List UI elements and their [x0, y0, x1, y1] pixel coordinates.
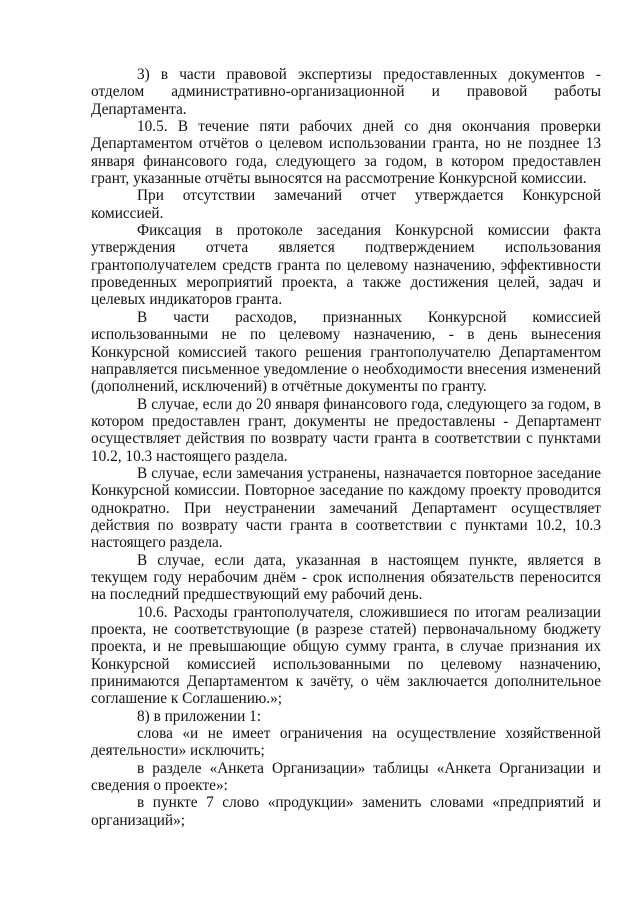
paragraph-non-target-expenses: В части расходов, признанных Конкурсной комиссией использованными не по целевому назначению, - в день вынесения Конкурсной комиссией такого решения грантополучателю Департаментом направляется письменное уведомление о необходимости внесения изменений (дополнений, исключений) в отчётные документы по гранту. [91, 308, 601, 396]
paragraph-item-7-replacement: в пункте 7 слово «продукции» заменить словами «предприятий и организаций»; [91, 794, 601, 829]
paragraph-section-anketa: в разделе «Анкета Организации» таблицы «Анкета Организации и сведения о проекте»: [91, 759, 601, 795]
paragraph-repeat-meeting: В случае, если замечания устранены, назначается повторное заседание Конкурсной комиссии. Повторное заседание по каждому проекту проводится однократно. При неустранении замечаний Департамент осуществляет действия по возврату части гранта в соответствии с пунктами 10.2, 10.3 настоящего раздела. [91, 464, 601, 552]
paragraph-report-approval: При отсутствии замечаний отчет утверждается Конкурсной комиссией. [91, 187, 601, 222]
paragraph-10-5: 10.5. В течение пяти рабочих дней со дня окончания проверки Департаментом отчётов о целевом использовании гранта, но не позднее 13 января финансового года, следующего за годом, в котором предоставлен грант, указанные отчёты выносятся на рассмотрение Конкурсной комиссии. [91, 118, 601, 188]
paragraph-non-working-day: В случае, если дата, указанная в настоящем пункте, является в текущем году нерабочим днём - срок исполнения обязательств переносится на последний предшествующий ему рабочий день. [91, 551, 601, 604]
paragraph-10-6: 10.6. Расходы грантополучателя, сложившиеся по итогам реализации проекта, не соответствующие (в разрезе статей) первоначальному бюджету проекта, и не превышающие общую сумму гранта, в случае признания их Конкурсной комиссией использованными по целевому назначению, принимаются Департаментом к зачёту, о чём заключается дополнительное соглашение к Соглашению.»; [91, 603, 601, 708]
paragraph-appendix-1: 8) в приложении 1: [137, 707, 261, 725]
paragraph-words-exclusion: слова «и не имеет ограничения на осуществление хозяйственной деятельности» исключить; [91, 725, 601, 760]
document-page [91, 66, 601, 829]
paragraph-legal-expertise: 3) в части правовой экспертизы предоставленных документов - отделом административно-организационной и правовой работы Департамента. [91, 66, 601, 118]
paragraph-january-20-deadline: В случае, если до 20 января финансового года, следующего за годом, в котором предоставлен грант, документы не предоставлены - Департамент осуществляет действия по возврату части гранта в соответствии с пунктами 10.2, 10.3 настоящего раздела. [91, 395, 601, 465]
paragraph-protocol-fixation: Фиксация в протоколе заседания Конкурсной комиссии факта утверждения отчета является подтверждением использования грантополучателем средств гранта по целевому назначению, эффективности проведенных мероприятий проекта, а также достижения целей, задач и целевых индикаторов гранта. [91, 222, 601, 309]
